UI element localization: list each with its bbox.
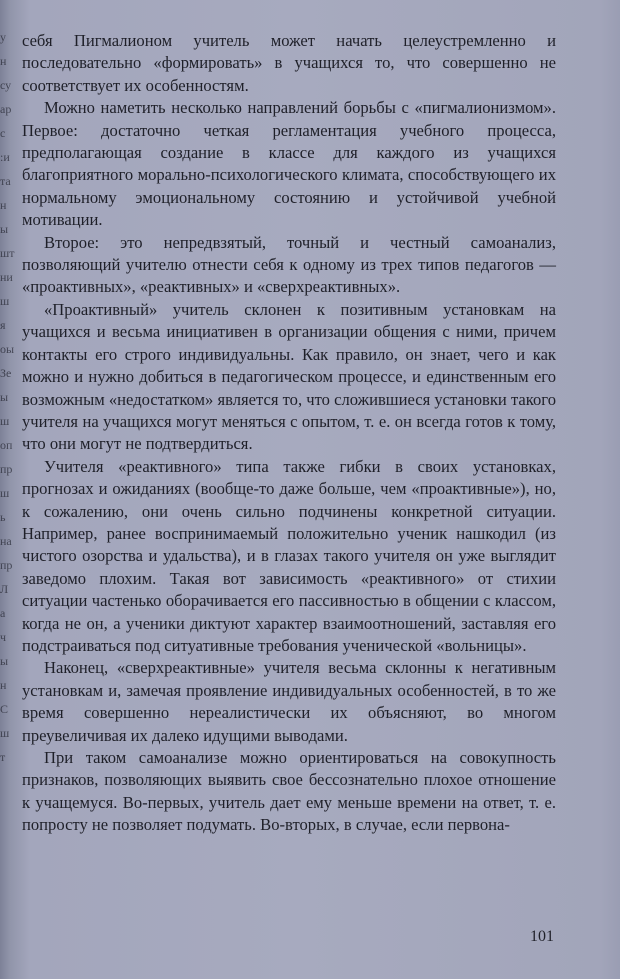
body-text — [22, 30, 556, 837]
paragraph: При таком самоанализе можно ориентироваться на совокупность признаков, позволяющих выявить свое бессознательно плохое отношение к учащемуся. Во-первых, учитель дает ему меньше времени на ответ, т. е. попросту не позволяет подумать. Во-вторых, в случае, если первона- — [22, 748, 556, 835]
paragraph: Наконец, «сверхреактивные» учителя весьма склонны к негативным установкам и, замечая проявление индивидуальных особенностей, в то же время совершенно нереалистически их объясняют, во многом преувеличивая их далеко идущими выводами. — [22, 658, 556, 745]
paragraph: Второе: это непредвзятый, точный и честный самоанализ, позволяющий учителю отнести себя к одному из трех типов педагогов — «проактивных», «реактивных» и «сверхреактивных». — [22, 232, 556, 297]
paragraph: Можно наметить несколько направлений борьбы с «пигмалионизмом». Первое: достаточно четкая регламентация учебного процесса, предполагающая создание в классе для каждого из учащихся благоприятного морально-психологического климата, способствующего их нормальному эмоциональному состоянию и устойчивой учебной мотивации. — [22, 98, 556, 230]
paragraph-continued: себя Пигмалионом учитель может начать целеустремленно и последовательно «формировать» в учащихся то, что совершенно не соответствует их особенностям. — [22, 31, 556, 95]
paragraph: Учителя «реактивного» типа также гибки в своих установках, прогнозах и ожиданиях (вообще-то даже больше, чем «проактивные»), но, к сожалению, они очень сильно подчинены конкретной ситуации. Например, ранее воспринимаемый положительно ученик нашкодил (из чистого озорства и удальства), и в глазах такого учителя он уже выглядит заведомо плохим. Такая вот зависимость «реактивного» от стихии ситуации частенько оборачивается его пассивностью в общении с классом, когда не он, а ученики диктуют характер взаимоотношений, заставляя его подстраиваться под ситуативные требования ученической «вольницы». — [22, 456, 556, 655]
paragraph: «Проактивный» учитель склонен к позитивным установкам на учащихся и весьма инициативен в организации общения с ними, причем контакты его строго индивидуальны. Как правило, он знает, чего и как можно и нужно добиться в педагогическом процессе, и единственным его возможным «недостатком» является то, что сложившиеся установки такого учителя на учащихся могут меняться с опытом, т. е. он всегда готов к тому, что они могут не подтвердиться. — [22, 299, 556, 454]
previous-page-edge: у н су ар с :и та н ы шт ни ш я оы Зе ы ш оп пр ш ь на пр Л а ч ы н С ш т — [0, 30, 15, 764]
page-number: 101 — [530, 928, 554, 945]
